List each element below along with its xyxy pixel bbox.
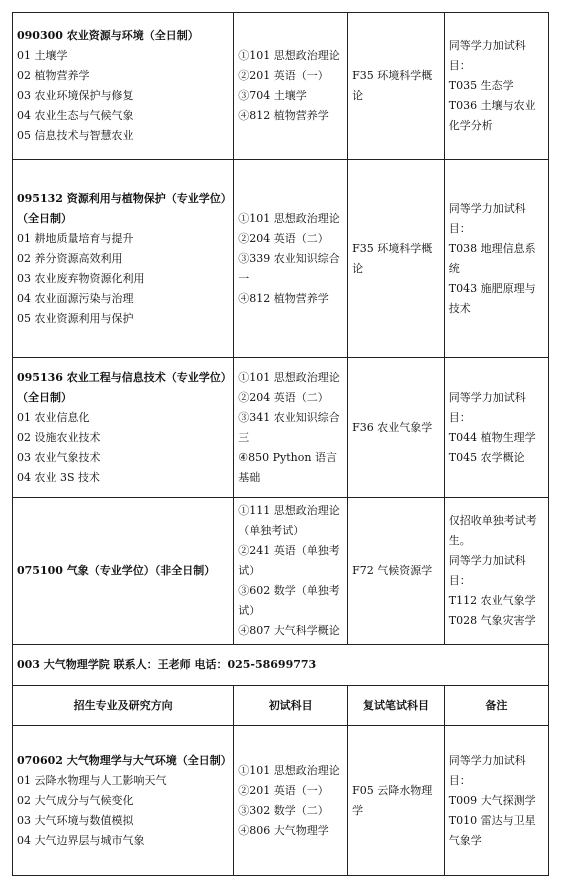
exam-item: ②241 英语（单独考试） (238, 544, 340, 577)
exam-cell (234, 498, 348, 645)
exam-item: ①101 思想政治理论 (238, 211, 340, 225)
exam-item: ①101 思想政治理论 (238, 763, 340, 777)
direction-item: 01 农业信息化 (17, 410, 90, 424)
table-row (13, 160, 549, 358)
program-title: 070602 大气物理学与大气环境（全日制） (17, 753, 232, 767)
table-row (13, 498, 549, 645)
note-item: 同等学力加试科目： (448, 554, 526, 587)
exam-item: ④812 植物营养学 (238, 109, 329, 122)
direction-item: 04 大气边界层与城市气象 (17, 833, 145, 847)
note-item: 同等学力加试科目： (448, 201, 526, 235)
note-item: T009 大气探测学 (448, 793, 536, 807)
exam-item: ③339 农业知识综合一 (238, 251, 340, 285)
retest-cell: F05 云降水物理学 (348, 726, 445, 876)
exam-item: ②201 英语（一） (238, 69, 329, 82)
exam-item: ②204 英语（二） (238, 390, 329, 404)
note-item: T112 农业气象学 (448, 594, 536, 607)
exam-item: ②204 英语（二） (238, 231, 329, 245)
table-row (13, 726, 549, 876)
retest-cell: F36 农业气象学 (348, 358, 445, 498)
exam-item: ④806 大气物理学 (238, 823, 329, 837)
college-info: 003 大气物理学院 联系人：王老师 电话：025-58699773 (13, 645, 549, 686)
note-item: T035 生态学 (448, 79, 514, 92)
exam-item: ③341 农业知识综合三 (238, 410, 340, 444)
direction-item: 04 农业生态与气候气象 (17, 109, 134, 122)
direction-item: 02 设施农业技术 (17, 430, 101, 444)
table-row (13, 13, 549, 160)
college-row (13, 645, 549, 686)
program-title: 095136 农业工程与信息技术（专业学位）（全日制） (17, 370, 227, 404)
exam-cell (234, 726, 348, 876)
program-cell (13, 498, 234, 645)
direction-item: 01 云降水物理与人工影响天气 (17, 773, 167, 787)
note-item: 同等学力加试科目： (448, 390, 526, 424)
exam-item: ④812 植物营养学 (238, 291, 329, 305)
note-item: T028 气象灾害学 (448, 614, 536, 627)
retest-cell: F72 气候资源学 (348, 498, 445, 645)
program-cell (13, 160, 234, 358)
direction-item: 01 土壤学 (17, 49, 68, 62)
program-cell (13, 726, 234, 876)
direction-item: 03 农业环境保护与修复 (17, 89, 134, 102)
direction-item: 01 耕地质量培育与提升 (17, 231, 134, 245)
note-item: T036 土壤与农业化学分析 (448, 99, 536, 132)
direction-item: 03 大气环境与数值模拟 (17, 813, 134, 827)
exam-item: ①101 思想政治理论 (238, 49, 340, 62)
note-item: T045 农学概论 (448, 450, 525, 464)
exam-cell (234, 13, 348, 160)
header-exam: 初试科目 (234, 686, 348, 726)
program-title: 075100 气象（专业学位）（非全日制） (17, 564, 216, 577)
note-item: T038 地理信息系统 (448, 241, 536, 275)
direction-item: 02 植物营养学 (17, 69, 90, 82)
note-item: T010 雷达与卫星气象学 (448, 813, 536, 847)
exam-item: ④807 大气科学概论 (238, 624, 340, 637)
header-row (13, 686, 549, 726)
program-title: 095132 资源利用与植物保护（专业学位）（全日制） (17, 191, 227, 225)
exam-item: ③602 数学（单独考试） (238, 584, 340, 617)
note-item: T044 植物生理学 (448, 430, 536, 444)
note-item: 同等学力加试科目： (448, 753, 526, 787)
direction-item: 04 农业 3S 技术 (17, 470, 101, 484)
program-title: 090300 农业资源与环境（全日制） (17, 29, 199, 42)
notes-cell (444, 498, 548, 645)
note-item: 仅招收单独考试考生。 (448, 514, 537, 547)
direction-item: 03 农业气象技术 (17, 450, 101, 464)
exam-cell (234, 358, 348, 498)
admission-table-page (12, 12, 549, 876)
exam-item: ④850 Python 语言基础 (238, 450, 337, 484)
note-item: T043 施肥原理与技术 (448, 281, 536, 315)
table-row (13, 358, 549, 498)
exam-item: ②201 英语（一） (238, 783, 329, 797)
exam-cell (234, 160, 348, 358)
notes-cell (444, 160, 548, 358)
exam-item: ①101 思想政治理论 (238, 370, 340, 384)
header-program: 招生专业及研究方向 (13, 686, 234, 726)
direction-item: 05 信息技术与智慧农业 (17, 129, 134, 142)
exam-item: ①111 思想政治理论（单独考试） (238, 504, 340, 537)
direction-item: 02 大气成分与气候变化 (17, 793, 134, 807)
direction-item: 05 农业资源利用与保护 (17, 311, 134, 325)
notes-cell (444, 358, 548, 498)
retest-cell: F35 环境科学概论 (348, 13, 445, 160)
notes-cell (444, 726, 548, 876)
note-item: 同等学力加试科目： (448, 39, 526, 72)
exam-item: ③704 土壤学 (238, 89, 307, 102)
exam-item: ③302 数学（二） (238, 803, 329, 817)
direction-item: 03 农业废弃物资源化利用 (17, 271, 145, 285)
header-notes: 备注 (444, 686, 548, 726)
program-cell (13, 13, 234, 160)
notes-cell (444, 13, 548, 160)
direction-item: 02 养分资源高效利用 (17, 251, 123, 265)
header-retest: 复试笔试科目 (348, 686, 445, 726)
admission-table (12, 12, 549, 876)
retest-cell: F35 环境科学概论 (348, 160, 445, 358)
direction-item: 04 农业面源污染与治理 (17, 291, 134, 305)
program-cell (13, 358, 234, 498)
